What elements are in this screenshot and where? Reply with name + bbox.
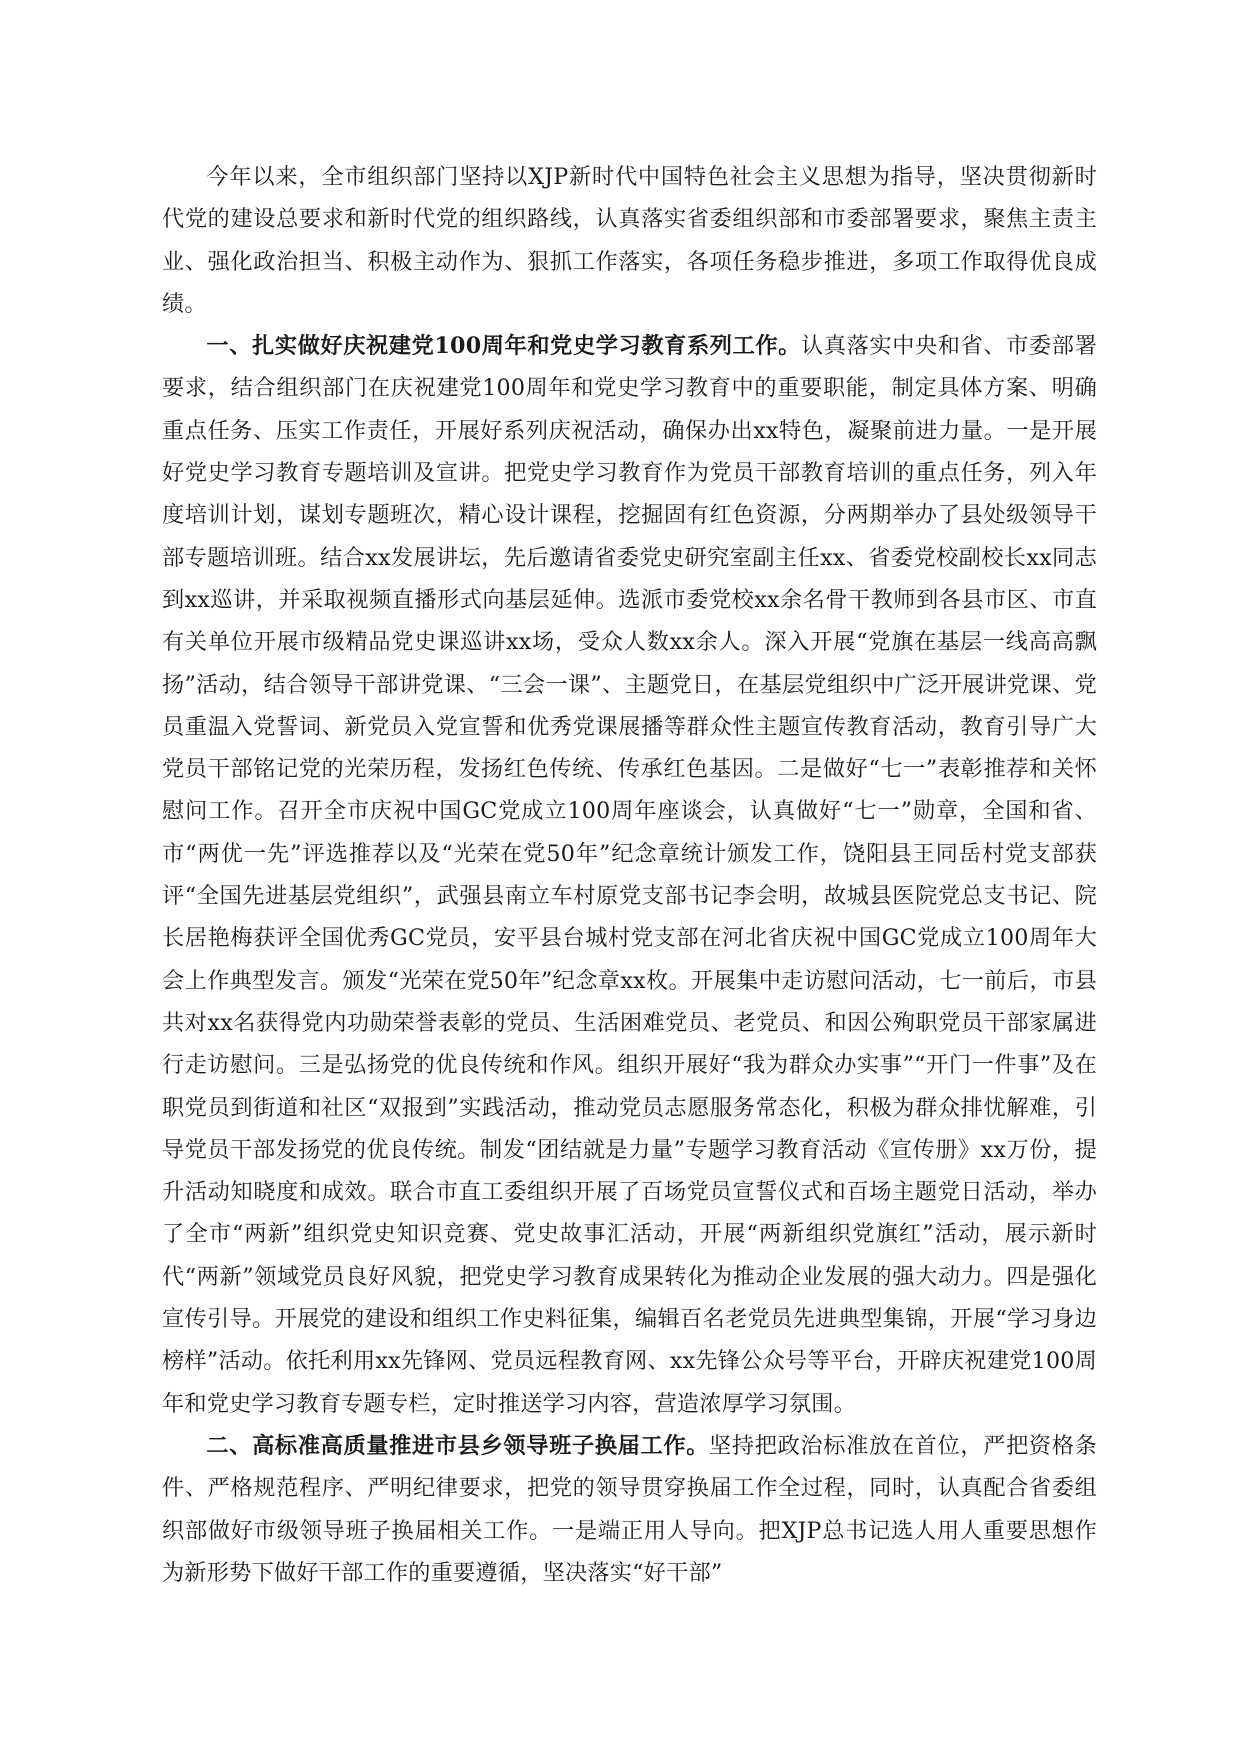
paragraph-intro: [162, 156, 1097, 325]
document-body: [162, 156, 1097, 1594]
section-heading: 二、高标准高质量推进市县乡领导班子换届工作。: [206, 1432, 710, 1459]
paragraph-section-1: [162, 325, 1097, 1425]
paragraph-text: 坚持把政治标准放在首位，严把资格条件、严格规范程序、严明纪律要求，把党的领导贯穿换届工作全过程，同时，认真配合省委组织部做好市级领导班子换届相关工作。一是端正用人导向。把XJP总书记选人用人重要思想作为新形势下做好干部工作的重要遵循，坚决落实“好干部”: [162, 1432, 1097, 1586]
paragraph-section-2: [162, 1425, 1097, 1594]
section-heading: 一、扎实做好庆祝建党100周年和党史学习教育系列工作。: [206, 333, 801, 360]
paragraph-text: 今年以来，全市组织部门坚持以XJP新时代中国特色社会主义思想为指导，坚决贯彻新时代党的建设总要求和新时代党的组织路线，认真落实省委组织部和市委部署要求，聚焦主责主业、强化政治担当、积极主动作为、狠抓工作落实，各项任务稳步推进，多项工作取得优良成绩。: [162, 164, 1097, 317]
paragraph-text: 认真落实中央和省、市委部署要求，结合组织部门在庆祝建党100周年和党史学习教育中的重要职能，制定具体方案、明确重点任务、压实工作责任，开展好系列庆祝活动，确保办出xx特色，凝聚前进力量。一是开展好党史学习教育专题培训及宣讲。把党史学习教育作为党员干部教育培训的重点任务，列入年度培训计划，谋划专题班次，精心设计课程，挖掘固有红色资源，分两期举办了县处级领导干部专题培训班。结合xx发展讲坛，先后邀请省委党史研究室副主任xx、省委党校副校长xx同志到xx巡讲，并采取视频直播形式向基层延伸。选派市委党校xx余名骨干教师到各县市区、市直有关单位开展市级精品党史课巡讲xx场，受众人数xx余人。深入开展“党旗在基层一线高高飘扬”活动，结合领导干部讲党课、“三会一课”、主题党日，在基层党组织中广泛开展讲党课、党员重温入党誓词、新党员入党宣誓和优秀党课展播等群众性主题宣传教育活动，教育引导广大党员干部铭记党的光荣历程，发扬红色传统、传承红色基因。二是做好“七一”表彰推荐和关怀慰问工作。召开全市庆祝中国GC党成立100周年座谈会，认真做好“七一”勋章，全国和省、市“两优一先”评选推荐以及“光荣在党50年”纪念章统计颁发工作，饶阳县王同岳村党支部获评“全国先进基层党组织”，武强县南立车村原党支部书记李会明，故城县医院党总支书记、院长居艳梅获评全国优秀GC党员，安平县台城村党支部在河北省庆祝中国GC党成立100周年大会上作典型发言。颁发“光荣在党50年”纪念章xx枚。开展集中走访慰问活动，七一前后，市县共对xx名获得党内功勋荣誉表彰的党员、生活困难党员、老党员、和因公殉职党员干部家属进行走访慰问。三是弘扬党的优良传统和作风。组织开展好“我为群众办实事”“开门一件事”及在职党员到街道和社区“双报到”实践活动，推动党员志愿服务常态化，积极为群众排忧解难，引导党员干部发扬党的优良传统。制发“团结就是力量”专题学习教育活动《宣传册》xx万份，提升活动知晓度和成效。联合市直工委组织开展了百场党员宣誓仪式和百场主题党日活动，举办了全市“两新”组织党史知识竞赛、党史故事汇活动，开展“两新组织党旗红”活动，展示新时代“两新”领域党员良好风貌，把党史学习教育成果转化为推动企业发展的强大动力。四是强化宣传引导。开展党的建设和组织工作史料征集，编辑百名老党员先进典型集锦，开展“学习身边榜样”活动。依托利用xx先锋网、党员远程教育网、xx先锋公众号等平台，开辟庆祝建党100周年和党史学习教育专题专栏，定时推送学习内容，营造浓厚学习氛围。: [162, 333, 1097, 1417]
